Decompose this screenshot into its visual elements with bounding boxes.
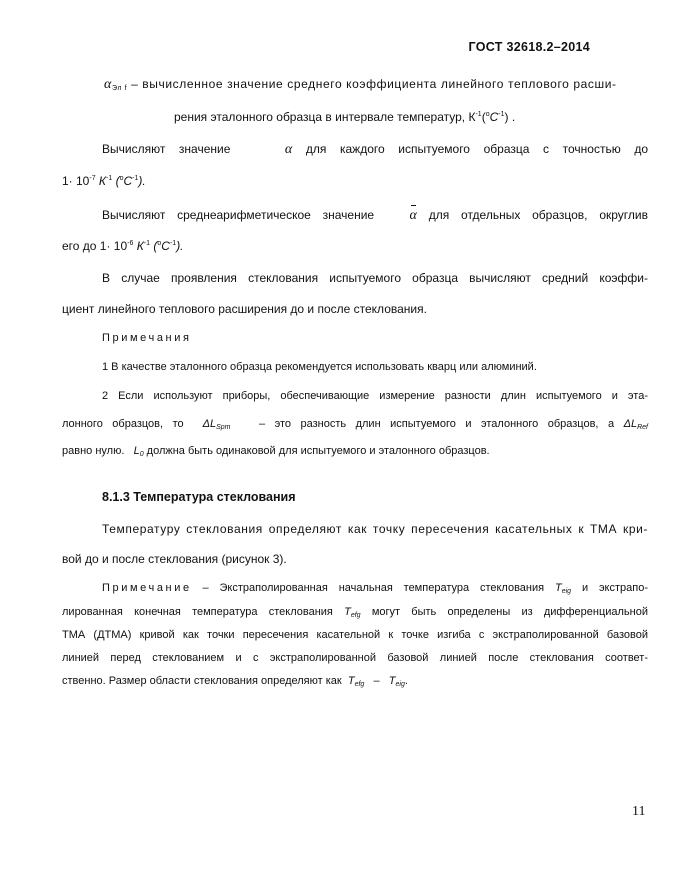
delta-l-spm: ΔL [202,418,217,430]
notes-label: Примечания [102,332,192,344]
section-heading: 8.1.3 Температура стеклования [102,490,296,504]
paragraph-2-line-1: Вычисляют среднеарифметическое значение α для отдельных образцов, округлив [102,208,648,223]
section-paragraph-line-2: вой до и после стеклования (рисунок 3). [62,552,287,566]
formula-definition-line-1 [104,76,617,93]
paragraph-3-line-2: циент линейного теплового расширения до и после стеклования. [62,302,427,316]
paragraph-1-line-1: Вычисляют значение α для каждого испытуемого образца с точностью до [102,142,648,157]
note-glass-line-3: ТМА (ДТМА) кривой как точки пересечения касательной к точке изгиба с экстраполированной базовой [62,629,648,641]
note-glass-line-5: ственно. Размер области стеклования определяют как $T_{efg}$ – $T_{eig}$. [62,675,408,688]
l0-symbol: L [133,445,140,457]
note-2-line-2: лонного образцов, то $\Delta L_{Spm}$ – это разность длин испытуемого и эталонного образцов, а $\Delta L_{Ref}$ [62,418,648,431]
definition-text-1: вычисленное значение среднего коэффициента линейного теплового расши- [142,77,617,91]
note-glass-line-1: Примечание – Экстраполированная начальная температура стеклования $T_{eig}$ и экстрапо- [102,582,649,595]
formula-definition-line-2: рения эталонного образца в интервале температур, $К^{-1}(^oС^{-1})$ . [174,110,516,124]
note-1: 1 В качестве эталонного образца рекомендуется использовать кварц или алюминий. [102,361,537,373]
alpha-subscript: Эл f [111,85,128,92]
note-glass-line-2: лированная конечная температура стеклования $T_{efg}$ могут быть определены из дифференциальной [62,606,649,619]
note-2-line-1: 2 Если используют приборы, обеспечивающие измерение разности длин испытуемого и эта- [102,390,648,402]
note-glass-line-4: линией перед стеклованием и с экстраполированной базовой линией после стеклования соответ- [62,652,648,664]
delta-l-ref: ΔL [623,418,638,430]
note-2-line-3: равно нулю. $L_0$ должна быть одинаковой для испытуемого и эталонного образцов. [62,445,490,458]
unit-exponent: -1 [475,111,482,118]
paragraph-1-line-2: $1\cdot 10^{-7}$ $К^{-1}$ $(^oС^{-1})$. [62,174,146,188]
page-number: 11 [632,804,646,819]
alpha-symbol: α [104,77,112,92]
definition-dash: – [131,77,139,91]
alpha-mean-symbol: α [409,208,417,223]
paragraph-3-line-1: В случае проявления стеклования испытуемого образца вычисляют средний коэффи- [102,271,648,285]
definition-text-2: рения эталонного образца в интервале температур, К [174,110,476,124]
section-paragraph-line-1: Температуру стеклования определяют как точку пересечения касательных к ТМА кри- [102,522,648,536]
alpha-symbol: α [284,142,293,157]
note-glass-label: Примечание [102,582,192,594]
paragraph-2-line-2: его до $1\cdot 10^{-6}$ $К^{-1}$ $(^oС^{-1})$. [62,239,184,253]
document-code-header: ГОСТ 32618.2–2014 [468,40,590,54]
